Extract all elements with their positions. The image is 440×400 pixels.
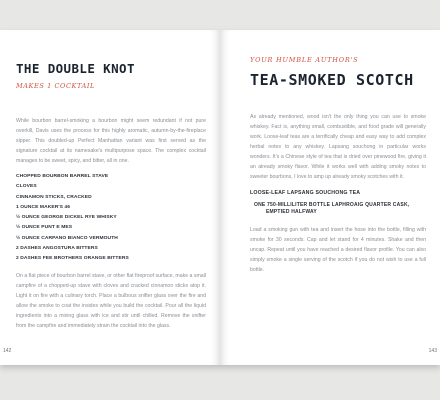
ingredient-bottle [250, 202, 426, 215]
ingredient-item: 1 OUNCE MAKER'S 46 [16, 204, 71, 210]
ingredient-item: ½ OUNCE GEORGE DICKEL RYE WHISKY [16, 215, 117, 221]
recipe-method: On a flat piece of bourbon barrel stave, or other flat fireproof surface, make a small campfire of a chopped-up stave with cloves and cracked cinnamon sticks atop it. Light it on fire with a culinary torch. Place a bulbous snifter glass over the fire and allow the smoke to coat the insides while you build the cocktail. Pour all the liquid ingredients into a mixing glass with ice and stir until chilled. Remove the snifter from the campfire and immediately strain the cocktail into the glass. [16, 272, 206, 329]
page-number-left: 142 [3, 348, 12, 354]
page-number-right: 143 [428, 348, 437, 354]
left-page-content [16, 60, 206, 331]
right-page [220, 30, 440, 365]
ingredient-heading: LOOSE-LEAF LAPSANG SOUCHONG TEA [250, 190, 361, 196]
recipe-method-right: Load a smoking gun with tea and insert the hose into the bottle, filling with smoke for 30 seconds. Cap and let stand for 4 minutes. Shake and then uncap. Repeat until you have reached a desired flavor profile. You can also simply smoke a single serving of the scotch if you do not wish to use a full bottle. [250, 227, 426, 273]
ingredient-item: CHOPPED BOURBON BARREL STAVE [16, 174, 109, 179]
right-page-content [250, 56, 426, 275]
ingredient-item: ½ OUNCE CARPANO BIANCO VERMOUTH [16, 235, 118, 241]
ingredient-item: CLOVES [16, 184, 37, 190]
recipe-title-right: TEA-SMOKED SCOTCH [250, 71, 414, 89]
recipe-yield: MAKES 1 COCKTAIL [16, 82, 95, 90]
left-page [0, 30, 220, 365]
recipe-intro-right: As already mentioned, wood isn't the only thing you can use to smoke whiskey. Fact is, anything small, combustible, and food grade will generally work. Loose-leaf teas are a terrifically cheap and easy way to add complex herbal notes to any whiskey. Lapsang souchong in particular works wonders. It's a Chinese style of tea that is dried over pinewood fire, giving it an already smoky flavor. While it works well with adding smoky notes to sweeter bourbons, I love to amp up already smoky scotches with it. [250, 114, 426, 180]
ingredient-list [16, 172, 206, 265]
recipe-kicker: YOUR HUMBLE AUTHOR'S [250, 56, 359, 64]
book-spread [0, 30, 440, 365]
ingredient-bottle-line2: EMPTIED HALFWAY [266, 208, 317, 215]
ingredient-bottle-line1: ONE 750-MILLILITER BOTTLE LAPHROAIG QUARTER CASK, [254, 202, 410, 208]
ingredient-item: ½ OUNCE PUNT E MES [16, 225, 73, 231]
ingredient-item: 2 DASHES FEE BROTHERS ORANGE BITTERS [16, 256, 129, 262]
recipe-intro: While bourbon barrel-smoking a bourbon might seem redundant if not pure overkill, Davis uses the process for this highly aromatic, autumn-by-the-fireplace sipper. This doubled-up Perfect Manhattan variant was first served as the signature cocktail at its namesake's multipurpose space. The complex cocktail manages to be sweet, spicy, and bitter, all in one. [16, 118, 206, 164]
ingredient-item: CINNAMON STICKS, CRACKED [16, 194, 92, 200]
recipe-title: THE DOUBLE KNOT [16, 61, 135, 76]
ingredient-item: 2 DASHES ANGOSTURA BITTERS [16, 246, 98, 252]
